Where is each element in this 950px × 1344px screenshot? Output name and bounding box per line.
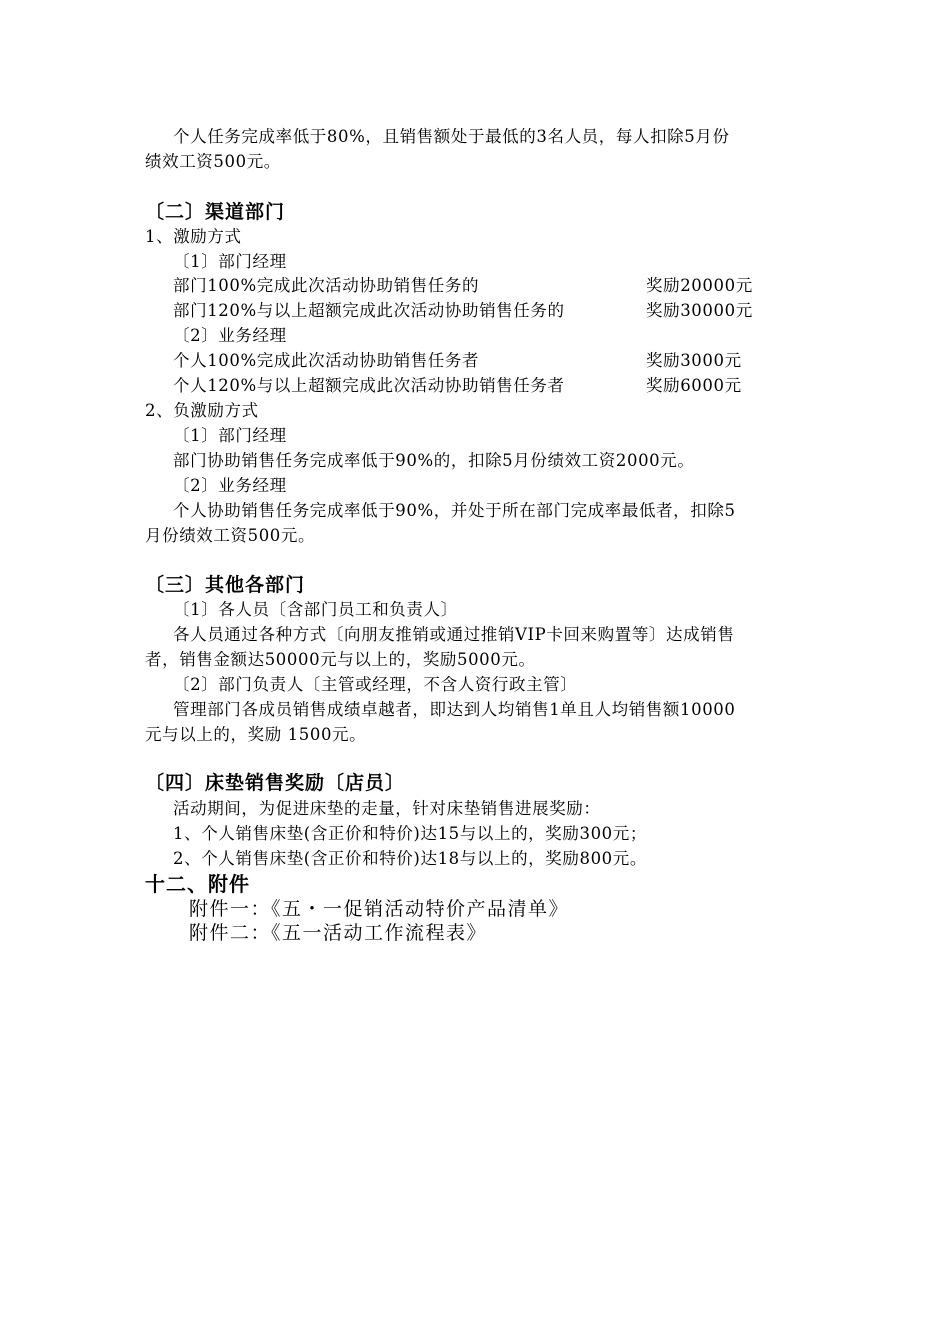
subsection-title: 〔1〕各人员〔含部门员工和负责人〕 <box>173 600 458 619</box>
reward-row-text: 部门120%与以上超额完成此次活动协助销售任务的 <box>173 301 565 320</box>
attachment-item: 附件二：《五一活动工作流程表》 <box>189 922 488 944</box>
subsection-title: 〔2〕部门负责人〔主管或经理，不含人资行政主管〕 <box>173 675 578 694</box>
section-heading-other: 〔三〕其他各部门 <box>145 574 306 596</box>
subsection-title: 〔1〕部门经理 <box>173 426 287 445</box>
reward-row-amount: 奖励3000元 <box>646 351 742 370</box>
reward-row-amount: 奖励6000元 <box>646 376 742 395</box>
paragraph-line: 1、个人销售床垫(含正价和特价)达15与以上的，奖励300元； <box>173 824 647 843</box>
section-heading-attachments: 十二、附件 <box>145 872 250 896</box>
attachment-item: 附件一：《五・一促销活动特价产品清单》 <box>189 898 570 920</box>
section-heading-channel: 〔二〕渠道部门 <box>145 201 286 223</box>
list-item-title: 2、负激励方式 <box>145 401 259 420</box>
subsection-title: 〔2〕业务经理 <box>173 326 287 345</box>
reward-row-text: 部门100%完成此次活动协助销售任务的 <box>173 276 480 295</box>
paragraph-line: 月份绩效工资500元。 <box>145 526 316 545</box>
subsection-title: 〔1〕部门经理 <box>173 252 287 271</box>
paragraph-line: 者，销售金额达50000元与以上的，奖励5000元。 <box>145 650 536 669</box>
reward-row-amount: 奖励30000元 <box>646 301 753 320</box>
subsection-title: 〔2〕业务经理 <box>173 476 287 495</box>
paragraph-line: 绩效工资500元。 <box>145 152 281 171</box>
paragraph-line: 个人协助销售任务完成率低于90%，并处于所在部门完成率最低者，扣除5 <box>173 501 736 520</box>
paragraph-line: 2、个人销售床垫(含正价和特价)达18与以上的，奖励800元。 <box>173 849 647 868</box>
paragraph-line: 活动期间，为促进床垫的走量，针对床垫销售进展奖励： <box>173 799 601 818</box>
reward-row-amount: 奖励20000元 <box>646 276 753 295</box>
paragraph-line: 管理部门各成员销售成绩卓越者，即达到人均销售1单且人均销售额10000 <box>173 700 736 719</box>
section-heading-mattress: 〔四〕床垫销售奖励〔店员〕 <box>145 772 406 794</box>
paragraph-line: 部门协助销售任务完成率低于90%的，扣除5月份绩效工资2000元。 <box>173 451 695 470</box>
paragraph-line: 元与以上的，奖励 1500元。 <box>145 725 367 744</box>
list-item-title: 1、激励方式 <box>145 227 242 246</box>
paragraph-line: 个人任务完成率低于80%，且销售额处于最低的3名人员，每人扣除5月份 <box>173 127 730 146</box>
reward-row-text: 个人100%完成此次活动协助销售任务者 <box>173 351 480 370</box>
reward-row-text: 个人120%与以上超额完成此次活动协助销售任务者 <box>173 376 565 395</box>
paragraph-line: 各人员通过各种方式〔向朋友推销或通过推销VIP卡回来购置等〕达成销售 <box>173 625 735 644</box>
